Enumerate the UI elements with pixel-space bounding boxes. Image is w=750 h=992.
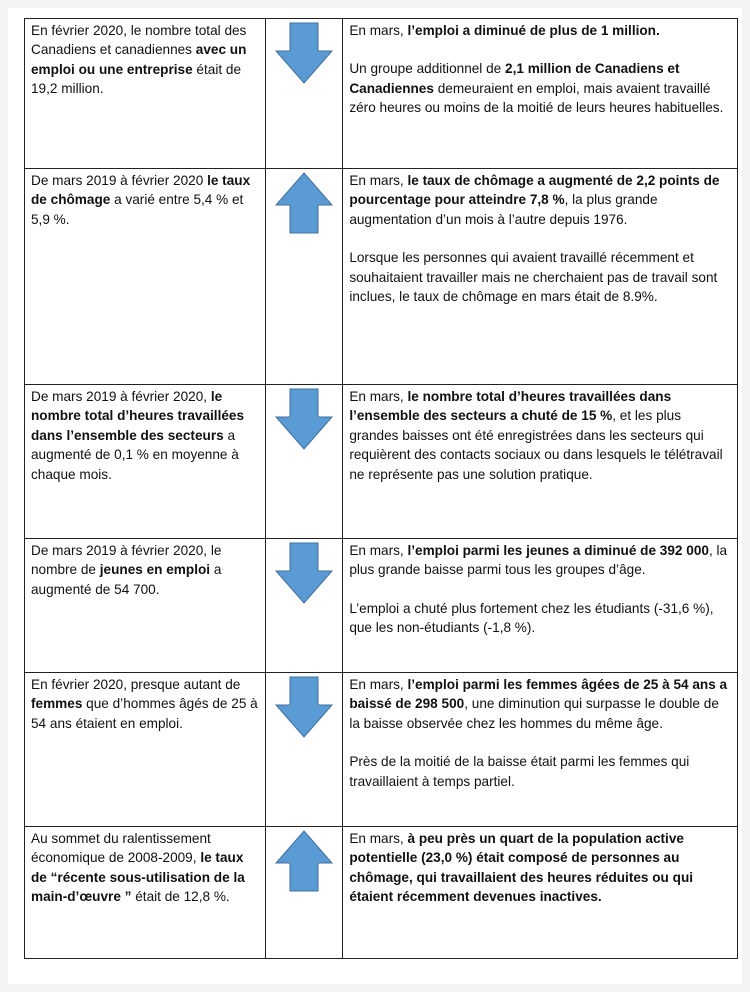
text-run: a augmenté de 54 700.	[31, 562, 222, 597]
text-run: a augmenté de 0,1 % en moyenne à chaque mois.	[31, 427, 239, 482]
table-row	[25, 385, 738, 539]
after-paragraph	[349, 675, 731, 733]
text-run: Près de la moitié de la baisse était parmi les femmes qui travaillaient à temps partiel.	[349, 754, 690, 789]
trend-cell	[266, 539, 343, 673]
text-run: En mars,	[349, 389, 408, 404]
arrow-down-icon	[272, 21, 336, 85]
text-run: Lorsque les personnes qui avaient travaillé récemment et souhaitaient travailler mais ne cherchaient pas de travail sont inclues, le taux de chômage en mars était de 8.9%.	[349, 250, 718, 305]
text-run: En mars,	[349, 23, 408, 38]
arrow-down-icon	[272, 541, 336, 605]
bold-text-run: le taux de “récente sous-utilisation de la main-d’œuvre ”	[31, 850, 245, 905]
text-run: En mars,	[349, 831, 408, 846]
text-run: que d’hommes âgés de 25 à 54 ans étaient en emploi.	[31, 696, 258, 731]
after-paragraph	[349, 59, 731, 117]
after-paragraph	[349, 599, 731, 638]
document-page	[8, 8, 742, 984]
after-paragraph	[349, 752, 731, 791]
after-cell	[343, 673, 738, 827]
before-text	[31, 541, 259, 599]
arrow-down-icon	[272, 387, 336, 451]
before-text	[31, 171, 259, 229]
table-row	[25, 827, 738, 959]
text-run: L’emploi a chuté plus fortement chez les étudiants (-31,6 %), que les non-étudiants (-1,8 %).	[349, 600, 714, 636]
after-cell	[343, 827, 738, 959]
bold-text-run: le taux de chômage a augmenté de 2,2 points de pourcentage pour atteindre 7,8 %	[349, 173, 720, 208]
before-text	[31, 387, 259, 484]
before-cell	[25, 673, 266, 827]
after-paragraph	[349, 248, 731, 306]
arrow-up-icon	[272, 829, 336, 893]
bold-text-run: 2,1 million de Canadiens et Canadiennes	[349, 61, 680, 96]
text-run: De mars 2019 à février 2020	[31, 173, 208, 188]
bold-text-run: le nombre total d’heures travaillées dans l’ensemble des secteurs a chuté de 15 %	[349, 389, 672, 424]
table-body	[25, 19, 738, 959]
trend-cell	[266, 169, 343, 385]
bold-text-run: l’emploi parmi les femmes âgées de 25 à 54 ans a baissé de 298 500	[349, 677, 728, 712]
after-paragraph	[349, 541, 731, 580]
text-run: , une diminution qui surpasse le double de la baisse observée chez les hommes du même âge.	[349, 696, 719, 731]
before-text	[31, 675, 259, 733]
bold-text-run: à peu près un quart de la population active potentielle (23,0 %) était composé de personnes au chômage, qui travaillaient des heures réduites ou qui étaient récemment devenues inactives.	[349, 831, 694, 905]
before-cell	[25, 539, 266, 673]
arrow-down-icon	[272, 675, 336, 739]
text-run: Au sommet du ralentissement économique de 2008-2009,	[31, 831, 211, 866]
after-cell	[343, 19, 738, 169]
table-row	[25, 169, 738, 385]
after-cell	[343, 385, 738, 539]
before-cell	[25, 19, 266, 169]
after-cell	[343, 539, 738, 673]
text-run: En mars,	[349, 677, 408, 692]
bold-text-run: jeunes en emploi	[99, 562, 211, 578]
text-run: , la plus grande augmentation d’un mois à l’autre depuis 1976.	[349, 192, 658, 227]
text-run: En février 2020, le nombre total des Canadiens et canadiennes	[31, 23, 247, 58]
table-row	[25, 673, 738, 827]
text-run: En mars,	[349, 543, 408, 558]
text-run: En février 2020, presque autant de	[31, 677, 241, 692]
text-run: , et les plus grandes baisses ont été enregistrées dans les secteurs qui requièrent des contacts sociaux ou dans lesquels le télétravail ne représente pas une solution pratique.	[349, 408, 723, 482]
before-text	[31, 829, 259, 907]
after-cell	[343, 169, 738, 385]
after-paragraph	[349, 829, 731, 907]
before-text	[31, 21, 259, 99]
text-run: a varié entre 5,4 % et 5,9 %.	[31, 192, 244, 227]
text-run: était de 19,2 million.	[31, 61, 242, 97]
bold-text-run: l’emploi parmi les jeunes a diminué de 392 000	[407, 543, 709, 558]
table-row	[25, 19, 738, 169]
trend-cell	[266, 385, 343, 539]
text-run: De mars 2019 à février 2020, le nombre de	[31, 543, 222, 578]
bold-text-run: le nombre total d’heures travaillées dans l’ensemble des secteurs	[31, 389, 245, 443]
text-run: De mars 2019 à février 2020,	[31, 389, 211, 404]
before-cell	[25, 169, 266, 385]
bold-text-run: femmes	[31, 696, 83, 712]
text-run: En mars,	[349, 173, 408, 188]
before-cell	[25, 827, 266, 959]
after-paragraph	[349, 171, 731, 229]
arrow-up-icon	[272, 171, 336, 235]
text-run: , la plus grande baisse parmi tous les groupes d’âge.	[349, 543, 728, 578]
table-row	[25, 539, 738, 673]
after-paragraph	[349, 21, 731, 40]
text-run: Un groupe additionnel de	[349, 61, 506, 77]
bold-text-run: l’emploi a diminué de plus de 1 million.	[407, 23, 660, 38]
bold-text-run: avec un emploi ou une entreprise	[31, 42, 247, 77]
trend-cell	[266, 19, 343, 169]
text-run: était de 12,8 %.	[131, 889, 230, 905]
trend-cell	[266, 827, 343, 959]
comparison-table	[24, 18, 738, 959]
trend-cell	[266, 673, 343, 827]
text-run: demeuraient en emploi, mais avaient travaillé zéro heures ou moins de la moitié de leurs heures habituelles.	[349, 80, 724, 116]
bold-text-run: le taux de chômage	[31, 173, 251, 208]
after-paragraph	[349, 387, 731, 484]
before-cell	[25, 385, 266, 539]
